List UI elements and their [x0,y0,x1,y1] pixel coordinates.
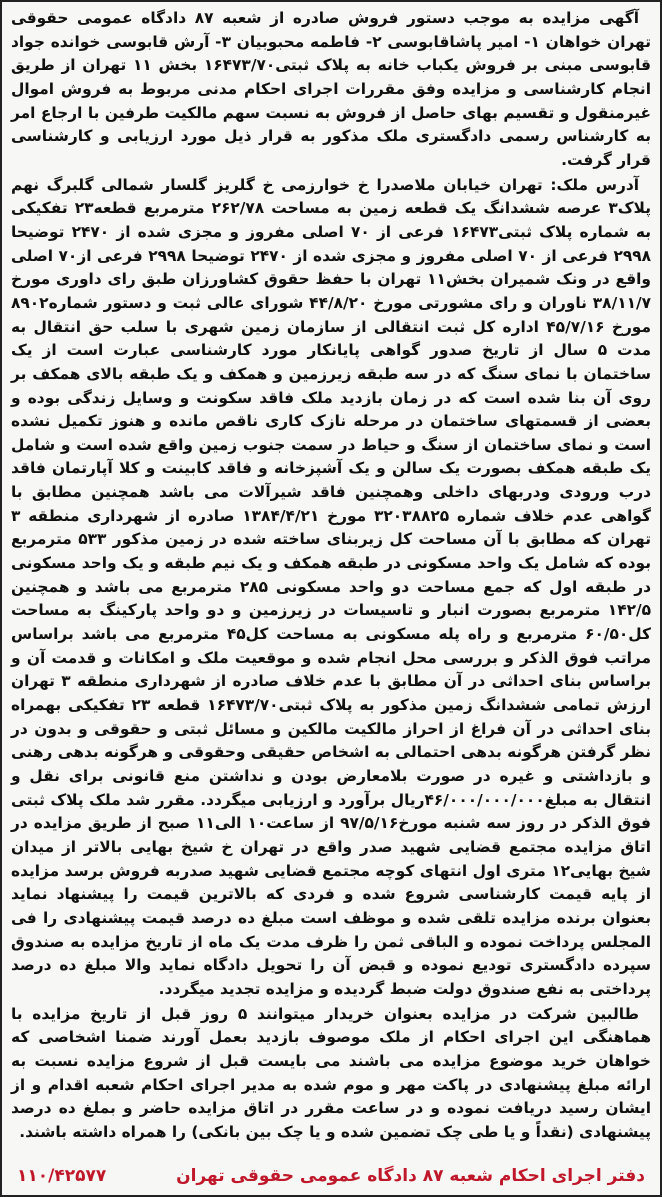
issuing-office-signature: دفتر اجرای احکام شعبه ۸۷ دادگاه عمومی حقوقی تهران [176,1166,645,1186]
notice-reference-number: ۱۱۰/۴۲۵۷۷ [17,1166,107,1186]
notice-bidders-paragraph: طالبین شرکت در مزایده بعنوان خریدار میتوانند ۵ روز قبل از تاریخ مزایده با هماهنگی این اجرای احکام از ملک موصوف بازدید بعمل آورند ضمنا اشخاصی که خواهان خرید موضوع مزایده می باشند می بایست قبل از شروع مزایده نسبت به ارائه مبلغ پیشنهادی در پاکت مهر و موم شده به مدیر اجرای احکام شعبه اقدام و از ایشان رسید دریافت نموده و در ساعت مقرر در اتاق مزایده حاضر و بملغ ده درصد پیشنهادی (نقداً و یا طی چک تضمین شده و یا چک بین بانکی) را همراه داشته باشند. [11,1004,651,1141]
notice-property-paragraph: آدرس ملک: تهران خیابان ملاصدرا خ خوارزمی خ گلریز گلسار شمالی گلبرگ نهم پلاک۳ عرصه ششدانگ یک قطعه زمین به مساحت ۲۶۲/۷۸ مترمربع قطعه۲۳ تفکیکی به شماره پلاک ثبتی۱۶۴۷۳ فرعی از ۷۰ اصلی مفروز و مجزی شده از ۲۴۷۰ توضیحا ۲۹۹۸ فرعی از ۷۰ اصلی مفروز و مجزی شده از ۲۴۷۰ توضیحا ۲۹۹۸ فرعی از۷۰ اصلی واقع در ونک شمیران بخش۱۱ تهران با حفظ حقوق کشاورزان طبق رای داوری مورخ ۳۸/۱۱/۷ ناوران و رای مشورتی مورخ ۴۴/۸/۲۰ شورای عالی ثبت و دستور شماره۸۹۰۲ مورخ ۴۵/۷/۱۶ اداره کل ثبت انتقالی از سازمان زمین شهری با سلب حق انتقال به مدت ۵ سال از تاریخ صدور گواهی پایانکار مورد کارشناسی عبارت است از یک ساختمان با نمای سنگ که در سه طبقه زیرزمین و همکف و یک طبقه بالای همکف بر روی آن بنا شده است که در زمان بازدید ملک فاقد سکونت و وسایل زندگی بوده و بعضی از قسمتهای ساختمان در مرحله نازک کاری ناقص مانده و هنوز تکمیل نشده است و نمای ساختمان از سنگ و حیاط در سمت جنوب زمین واقع شده است و شامل یک طبقه همکف بصورت یک سالن و یک آشپزخانه و فاقد کابینت و کلا آپارتمان فاقد درب ورودی ودربهای داخلی وهمچنین فاقد شیرآلات می باشد همچنین مطابق با گواهی عدم خلاف شماره ۳۲۰۳۸۸۲۵ مورخ ۱۳۸۴/۴/۲۱ صادره از شهرداری منطقه ۳ تهران که مطابق با آن مساحت کل زیربنای ساخته شده در زمین مذکور ۵۳۳ مترمربع بوده که شامل یک واحد مسکونی در طبقه همکف و یک نیم طبقه و یک واحد مسکونی در طبقه اول که جمع مساحت دو واحد مسکونی ۲۸۵ مترمربع می باشد و همچنین ۱۴۲/۵ مترمربع بصورت انبار و تاسیسات در زیرزمین و دو واحد پارکینگ به مساحت کل۶۰/۵۰ مترمربع و راه پله مسکونی به مساحت کل۴۵ مترمربع می باشد براساس مراتب فوق الذکر و بررسی محل انجام شده و موقعیت ملک و امکانات و قدمت آن و براساس بنای احداثی در آن مطابق با عدم خلاف صادره از شهرداری منطقه ۳ تهران ارزش تمامی ششدانگ زمین مذکور به پلاک ثبتی۱۶۴۷۳/۷۰ قطعه ۲۳ تفکیکی بهمراه بنای احداثی در آن فراغ از احراز مالکیت مالکین و مسائل ثبتی و حقوقی و بدون در نظر گرفتن هرگونه بدهی احتمالی به اشخاص حقیقی وحقوقی و هرگونه بدهی رهنی و بازداشتی و غیره در صورت بلامعارض بودن و نداشتن منع قانونی برای نقل و انتقال به مبلغ۴۶/۰۰۰/۰۰۰/۰۰۰ریال برآورد و ارزیابی میگردد. مقرر شد ملک پلاک ثبتی فوق الذکر در روز سه شنبه مورخ۹۷/۵/۱۶ از ساعت۱۰ الی۱۱ صبح از طریق مزایده در اتاق مزایده مجتمع قضایی شهید صدر واقع در تهران خ شیخ بهایی بالاتر از میدان شیخ بهایی۱۲ متری اول انتهای کوچه مجتمع قضایی شهید صدربه فروش برسد مزایده از پایه قیمت کارشناسی شروع شده و فردی که بالاترین قیمت را پیشنهاد نماید بعنوان برنده مزایده تلقی شده و موظف است مبلغ ده درصد قیمت پیشنهادی را فی المجلس پرداخت نموده و الباقی ثمن را ظرف مدت یک ماه از تاریخ مزایده به صندوق سپرده دادگستری تودیع نموده و قبض آن را تحویل دادگاه نماید والا مبلغ ده درصد پرداختی به نفع صندوق دولت ضبط گردیده و مزایده تجدید میگردد. [11,175,652,998]
notice-signature-row [11,1161,651,1189]
notice-intro-paragraph: آگهی مزایده به موجب دستور فروش صادره از شعبه ۸۷ دادگاه عمومی حقوقی تهران خواهان ۱- امیر پاشاقابوسی ۲- فاطمه محبوبیان ۳- آرش قابوسی خوانده جواد قابوسی مبنی بر فروش یکباب خانه به پلاک ثبتی۱۶۴۷۳/۷۰ بخش ۱۱ تهران از طریق انجام کارشناسی و مزایده وفق مقررات اجرای احکام مدنی مربوط به فروش اموال غیرمنقول و تقسیم بهای حاصل از فروش به نسبت سهم مالکیت طرفین با ارجاع امر به کارشناس رسمی دادگستری ملک مذکور به قرار ذیل مورد ارزیابی و کارشناسی قرار گرفت. [11,9,652,169]
